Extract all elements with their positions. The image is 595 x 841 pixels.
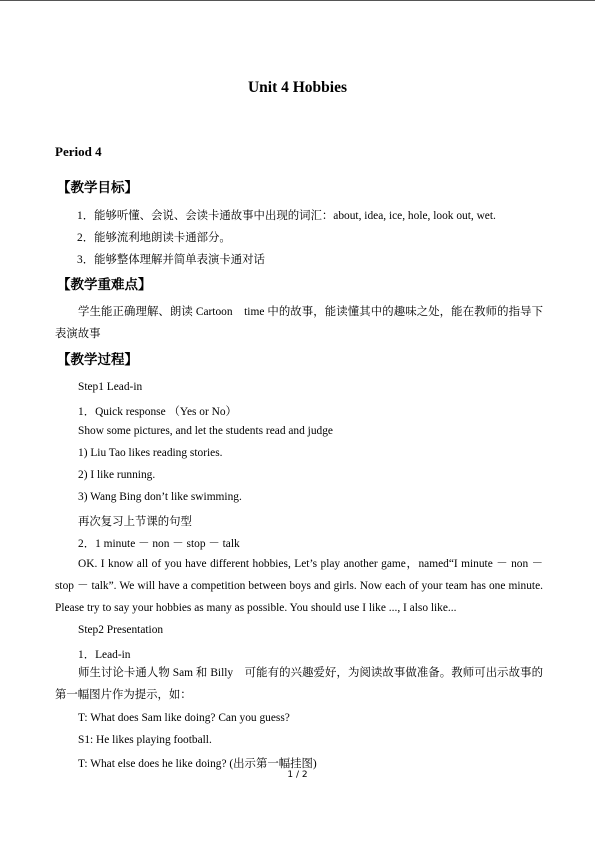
game-paragraph: OK. I know all of you have different hobbies, Let’s play another game，named“I minute － non － stop － talk”. We will have a competition between boys and girls. Now each of your team has one minute. Please try to say your hobbies as many as possible. You should use I like ..., I also like... [55,558,543,614]
period-heading: Period 4 [55,144,102,159]
page-number: 1 / 2 [287,770,308,780]
key-points-paragraph: 学生能正确理解、朗读 Cartoon time 中的故事，能读懂其中的趣味之处，能在教师的指导下表演故事 [55,306,543,340]
process-item: 1．Quick response （Yes or No） [78,406,237,418]
process-item: 2．1 minute － non － stop － talk [78,538,240,550]
dialogue-line: T: What else does he like doing? (出示第一幅挂图) [78,758,317,770]
objective-item: 2．能够流利地朗读卡通部分。 [77,232,231,244]
dialogue-line: S1: He likes playing football. [78,734,212,746]
step-heading: Step2 Presentation [78,624,164,636]
section-objectives-heading: 【教学目标】 [57,180,138,196]
dialogue-line: T: What does Sam like doing? Can you guess? [78,712,290,724]
process-text: Show some pictures, and let the students read and judge [78,425,333,437]
sentence-item: 2) I like running. [78,469,156,481]
objective-item: 1．能够听懂、会说、会读卡通故事中出现的词汇：about, idea, ice, hole, look out, wet. [77,210,496,222]
sentence-item: 1) Liu Tao likes reading stories. [78,447,223,459]
section-process-heading: 【教学过程】 [57,352,138,368]
sentence-item: 3) Wang Bing don’t like swimming. [78,491,242,503]
teacher-paragraph: 师生讨论卡通人物 Sam 和 Billy 可能有的兴趣爱好，为阅读故事做准备。教师可出示故事的第一幅图片作为提示，如： [55,667,543,701]
step-heading: Step1 Lead-in [78,381,143,393]
process-item: 1．Lead-in [78,649,131,661]
process-text: 再次复习上节课的句型 [78,516,192,528]
section-key-points-heading: 【教学重难点】 [57,277,152,293]
objective-item: 3．能够整体理解并简单表演卡通对话 [77,254,265,266]
document-title: Unit 4 Hobbies [247,79,348,96]
page-top-border [0,0,595,1]
